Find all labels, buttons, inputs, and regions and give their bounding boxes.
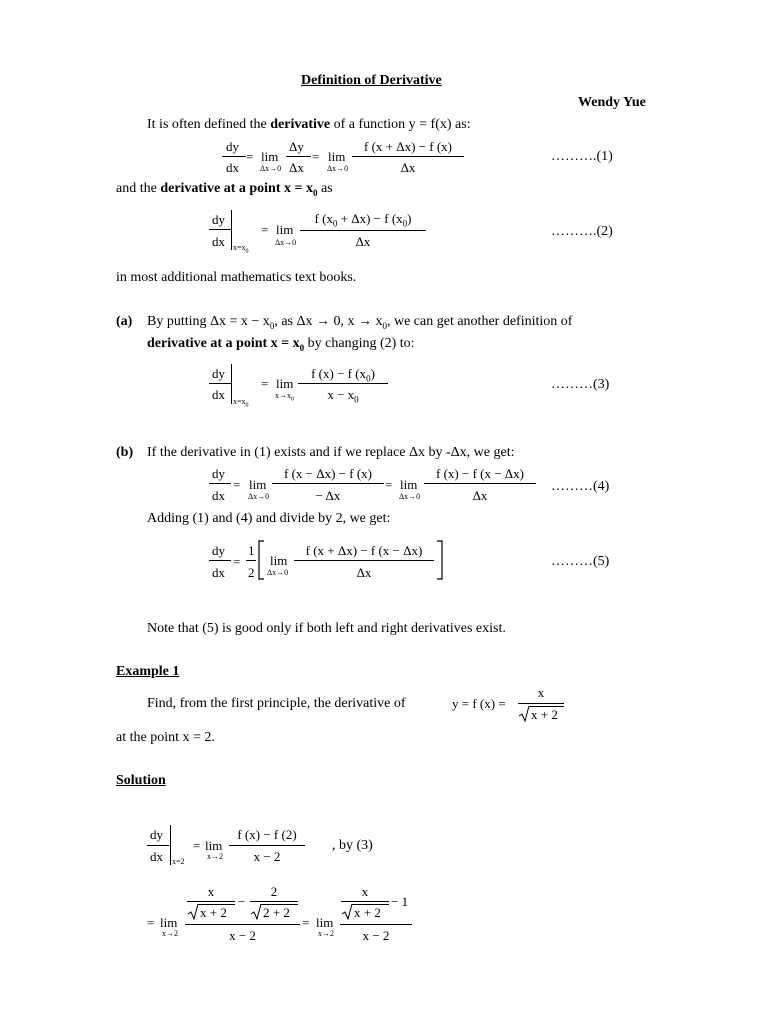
- s2-a-num: x: [207, 884, 215, 899]
- eq5-frac-line-1: [209, 560, 231, 561]
- textbook-note: in most additional mathematics text books.: [116, 270, 357, 285]
- eq3-eval-sub: [233, 397, 249, 411]
- eq5-dy: dy: [212, 543, 225, 558]
- eq4-tag: ………(4): [551, 479, 610, 494]
- s2-minus-one: − 1: [391, 894, 409, 909]
- part-a-line2-rest: by changing (2) to:: [304, 336, 415, 351]
- eq2-lim: lim: [276, 222, 294, 237]
- s2-main-frac-line-2: [340, 924, 412, 925]
- eq2-numerator: [300, 211, 426, 232]
- eq3-eval-sub-index: 0: [245, 402, 249, 409]
- eq5-half-num: 1: [248, 543, 255, 558]
- example-at-point: at the point x = 2.: [116, 730, 215, 745]
- eq2-frac-line-1: [209, 229, 231, 230]
- s1-frac-line-1: [147, 845, 169, 846]
- eq1-delta-y: Δy: [289, 139, 304, 154]
- s2-lim-1: lim: [160, 915, 178, 930]
- s2-b-num: 2: [270, 884, 278, 899]
- eq4-lim-2: lim: [400, 477, 418, 492]
- eq3-lim-sub-index: 0: [291, 396, 294, 403]
- eq2-eval-sub-index: 0: [245, 248, 249, 255]
- s2-a-den: x + 2: [200, 905, 227, 920]
- eq1-delta-x: Δx: [289, 160, 304, 175]
- eq5-right-bracket: [436, 540, 444, 580]
- s2-b-den: 2 + 2: [263, 905, 290, 920]
- eq1-lim-1: lim: [261, 149, 279, 164]
- eq3-eval-bar: [231, 364, 232, 404]
- s2-c-sqrt-sign: [341, 903, 353, 921]
- point-line-suffix: as: [317, 181, 333, 196]
- eq1-equals-2: =: [312, 149, 320, 164]
- eq5-frac-line-2: [294, 560, 434, 561]
- eq5-frac-line-half: [246, 560, 256, 561]
- eq3-den-a: x − x: [327, 387, 355, 402]
- eq3-frac-line-2: [298, 383, 388, 384]
- s2-c-frac-line: [341, 901, 389, 902]
- eq1-numerator: f (x + Δx) − f (x): [364, 139, 452, 154]
- part-a-line2-bold-sub: 0: [299, 342, 305, 353]
- point-line-bold: derivative at a point x = x: [160, 181, 313, 196]
- eq1-lim-sub-1: Δx→0: [260, 164, 282, 173]
- eq4-frac-line-3: [424, 483, 536, 484]
- eq1-dy: dy: [226, 139, 239, 154]
- intro-line: [147, 117, 471, 133]
- eq3-dy: dy: [212, 366, 225, 381]
- eq2-lim-sub: Δx→0: [275, 238, 297, 247]
- s1-frac-line-2: [229, 845, 305, 846]
- s1-dy: dy: [150, 827, 163, 842]
- left-right-note: Note that (5) is good only if both left and right derivatives exist.: [147, 621, 506, 636]
- eq2-num-sub-b: 0: [402, 218, 408, 229]
- eq3-dx: dx: [212, 387, 225, 402]
- eq3-eval-sub-text: x=x: [233, 397, 246, 406]
- s1-dx: dx: [150, 849, 163, 864]
- eq2-num-sub-a: 0: [332, 218, 338, 229]
- part-a-line2-bold: derivative at a point x = x: [147, 336, 300, 351]
- eq2-denominator: Δx: [355, 234, 371, 249]
- eq4-dx: dx: [212, 488, 225, 503]
- s2-main-den-1: x − 2: [229, 928, 256, 943]
- eq2-eval-sub-text: x=x: [233, 243, 246, 252]
- eq4-equals-2: =: [385, 477, 393, 492]
- point-line-bold-sub: 0: [312, 187, 318, 198]
- eq1-equals-1: =: [246, 149, 254, 164]
- s2-equals-1: =: [147, 915, 155, 930]
- part-b-line1: If the derivative in (1) exists and if we replace Δx by -Δx, we get:: [147, 445, 515, 460]
- eq3-num-sub: 0: [366, 373, 371, 384]
- part-b-label: (b): [116, 445, 134, 460]
- s1-by-ref: , by (3): [332, 838, 373, 853]
- eq1-frac-line-3: [352, 156, 464, 157]
- eq2-num-b: + Δx) − f (x: [337, 211, 403, 226]
- point-line: [116, 181, 333, 201]
- part-a-line1-sub-b: 0: [382, 320, 387, 331]
- solution-heading: Solution: [116, 773, 166, 788]
- s2-equals-2: =: [302, 915, 310, 930]
- s2-main-frac-line-1: [185, 924, 300, 925]
- eq2-eval-bar: [231, 210, 232, 250]
- eq2-num-a: f (x: [314, 211, 333, 226]
- s1-lim: lim: [205, 838, 223, 853]
- s2-a-frac-line: [187, 901, 235, 902]
- eq1-frac-line-2: [286, 156, 311, 157]
- s1-eval-sub: x=2: [172, 857, 185, 866]
- example-func-num: x: [537, 685, 545, 700]
- example-func-den: x + 2: [531, 707, 558, 722]
- part-a-line2: [147, 336, 415, 356]
- eq3-equals: =: [261, 376, 269, 391]
- s1-numerator: f (x) − f (2): [237, 827, 297, 842]
- eq1-lim-2: lim: [328, 149, 346, 164]
- eq1-lim-sub-2: Δx→0: [327, 164, 349, 173]
- s2-minus: −: [238, 894, 246, 909]
- eq4-lim-sub-1: Δx→0: [248, 492, 270, 501]
- point-line-prefix: and the: [116, 181, 161, 196]
- eq5-lim-sub: Δx→0: [267, 568, 289, 577]
- eq2-tag: ……….(2): [551, 224, 613, 239]
- part-a-line1-a: By putting Δx = x − x: [147, 314, 270, 329]
- eq5-half-den: 2: [248, 565, 255, 580]
- s2-lim-sub-2: x→2: [318, 929, 334, 938]
- eq4-dy: dy: [212, 466, 225, 481]
- eq2-eval-sub: [233, 243, 249, 257]
- eq1-frac-line-1: [222, 156, 246, 157]
- example-sqrt-sign: [518, 705, 530, 723]
- eq2-num-c: ): [407, 211, 412, 226]
- intro-suffix: of a function y = f(x) as:: [330, 117, 471, 132]
- s1-denominator: x − 2: [253, 849, 281, 864]
- eq5-left-bracket: [257, 540, 265, 580]
- eq3-lim: lim: [276, 376, 294, 391]
- part-a-line1-c: , we can get another definition of: [386, 314, 573, 329]
- eq2-dy: dy: [212, 212, 225, 227]
- eq3-frac-line-1: [209, 383, 231, 384]
- part-a-line1-sub-a: 0: [269, 320, 275, 331]
- page-title: Definition of Derivative: [301, 73, 442, 88]
- s2-b-sqrt-sign: [250, 903, 262, 921]
- s2-lim-2: lim: [316, 915, 334, 930]
- eq3-denominator: [298, 387, 388, 408]
- author-name: Wendy Yue: [578, 95, 646, 110]
- eq4-lim-sub-2: Δx→0: [399, 492, 421, 501]
- s2-c-den: x + 2: [354, 905, 381, 920]
- s2-main-den-2: x − 2: [362, 928, 390, 943]
- eq2-frac-line-2: [300, 230, 426, 231]
- eq2-equals: =: [261, 222, 269, 237]
- s2-c-num: x: [361, 884, 369, 899]
- eq3-den-sub: 0: [354, 394, 359, 405]
- eq4-denominator-2: Δx: [472, 488, 488, 503]
- eq4-numerator-2: f (x) − f (x − Δx): [436, 466, 524, 481]
- eq5-tag: ………(5): [551, 554, 610, 569]
- example-find-text: Find, from the first principle, the derivative of: [147, 696, 406, 711]
- eq5-equals: =: [233, 554, 241, 569]
- adding-line: Adding (1) and (4) and divide by 2, we get:: [147, 511, 391, 526]
- eq2-dx: dx: [212, 234, 225, 249]
- eq1-denominator: Δx: [400, 160, 416, 175]
- eq4-frac-line-1: [209, 483, 231, 484]
- s1-eval-bar: [170, 825, 171, 865]
- eq4-equals-1: =: [233, 477, 241, 492]
- s2-lim-sub-1: x→2: [162, 929, 178, 938]
- eq1-tag: ……….(1): [551, 149, 613, 164]
- eq3-tag: ………(3): [551, 377, 610, 392]
- intro-bold: derivative: [270, 117, 331, 132]
- eq4-lim-1: lim: [249, 477, 267, 492]
- eq5-denominator: Δx: [356, 565, 372, 580]
- eq3-lim-sub: [275, 391, 294, 405]
- eq5-numerator: f (x + Δx) − f (x − Δx): [305, 543, 423, 558]
- example-heading: Example 1: [116, 664, 180, 679]
- part-a-line1-b: , as Δx → 0, x → x: [274, 314, 383, 329]
- part-a-label: (a): [116, 314, 133, 329]
- example-func-frac-line: [518, 703, 564, 704]
- s2-a-sqrt-sign: [187, 903, 199, 921]
- eq5-lim: lim: [270, 553, 288, 568]
- eq5-dx: dx: [212, 565, 225, 580]
- eq3-num-b: ): [370, 366, 375, 381]
- s2-b-frac-line: [250, 901, 298, 902]
- example-func-lhs: y = f (x) =: [452, 696, 506, 711]
- eq4-numerator-1: f (x − Δx) − f (x): [284, 466, 372, 481]
- intro-prefix: It is often defined the: [147, 117, 271, 132]
- eq4-denominator-1: − Δx: [315, 488, 341, 503]
- s1-equals: =: [193, 838, 201, 853]
- eq1-dx: dx: [226, 160, 239, 175]
- eq4-frac-line-2: [272, 483, 384, 484]
- eq3-num-a: f (x) − f (x: [311, 366, 367, 381]
- part-a-line1: [147, 314, 572, 334]
- eq3-lim-sub-text: x→x: [275, 391, 291, 400]
- s1-lim-sub: x→2: [207, 852, 223, 861]
